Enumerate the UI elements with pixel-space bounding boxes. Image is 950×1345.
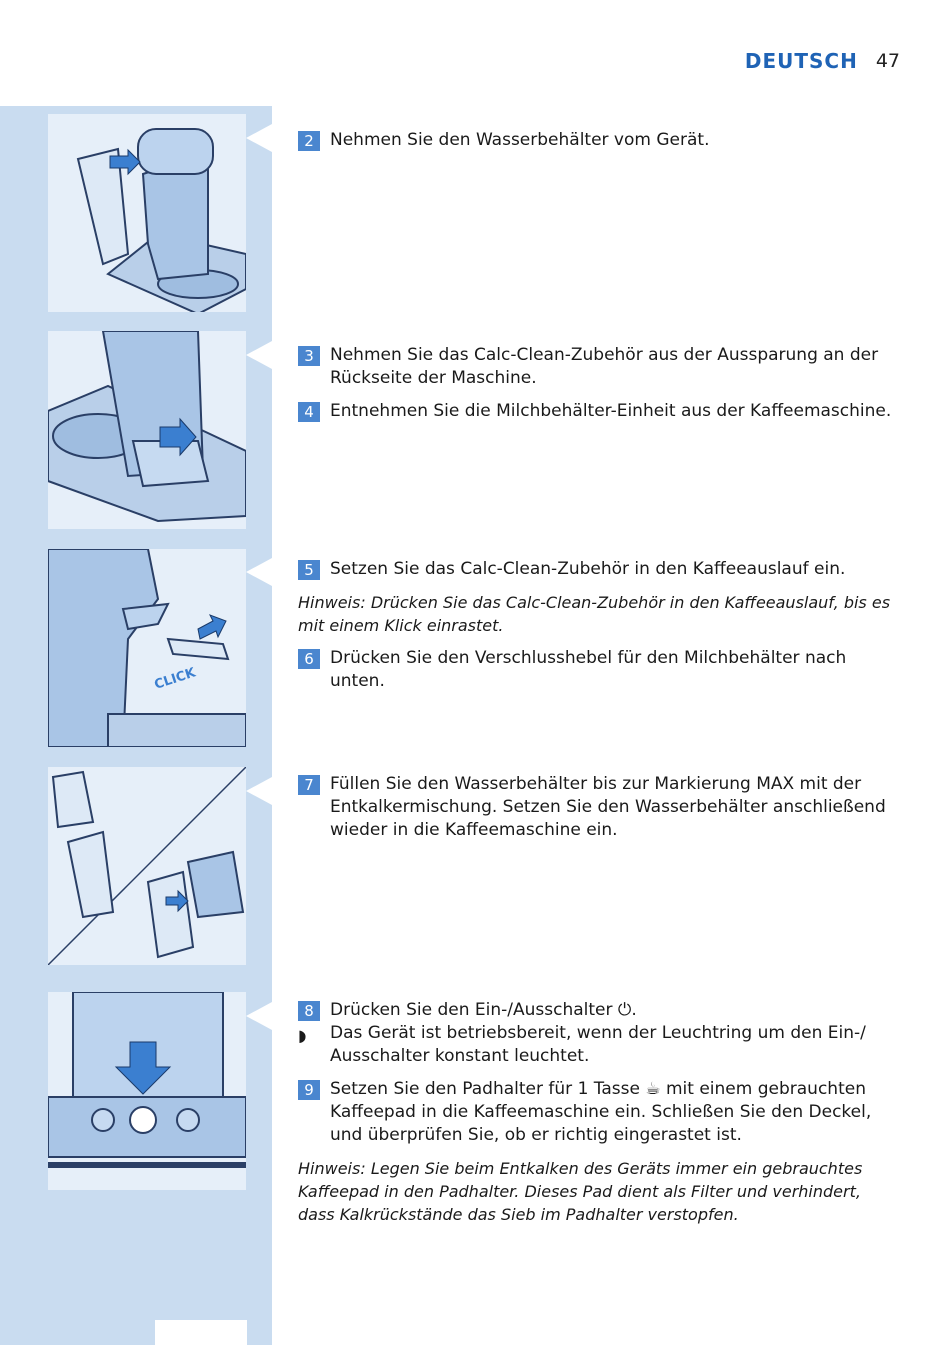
step-number: 3	[298, 346, 320, 366]
step-text: Setzen Sie den Padhalter für 1 Tasse ☕ mit einem gebrauchten Kaffeepad in die Kaffeemaschine ein. Schließen Sie den Deckel, und überprüfen Sie, ob er richtig eingerastet ist.	[330, 1079, 872, 1145]
step-7	[298, 773, 898, 842]
page-number: 47	[875, 50, 900, 72]
power-button-illustration	[48, 992, 246, 1190]
note-text: Drücken Sie das Calc-Clean-Zubehör in den Kaffeeauslauf, bis es mit einem Klick einrastet.	[298, 593, 891, 635]
panel-pointer	[246, 341, 272, 369]
step-block-5-6	[298, 558, 898, 693]
note-text: Legen Sie beim Entkalken des Geräts immer ein gebrauchtes Kaffeepad in den Padhalter. Dieses Pad dient als Filter und verhindert, dass Kalkrückstände das Sieb im Padhalter verstopfen.	[298, 1159, 863, 1224]
step-block-3-4	[298, 344, 898, 423]
step-number: 6	[298, 649, 320, 669]
step-text: Setzen Sie das Calc-Clean-Zubehör in den Kaffeeauslauf ein.	[330, 559, 846, 579]
step-3	[298, 344, 898, 390]
remove-milk-unit-illustration	[48, 331, 246, 529]
step-5	[298, 558, 898, 581]
panel-pointer	[246, 777, 272, 805]
step-2	[298, 129, 898, 152]
step-9	[298, 1078, 898, 1147]
insert-calc-clean-illustration	[48, 549, 246, 747]
remove-water-tank-illustration	[48, 114, 246, 312]
step-number: 4	[298, 402, 320, 422]
step-number: 5	[298, 560, 320, 580]
language-label: DEUTSCH	[744, 49, 858, 73]
step-number: 9	[298, 1080, 320, 1100]
step-text: Drücken Sie den Ein-/Ausschalter ⏻.	[330, 1000, 637, 1020]
fill-water-tank-illustration	[48, 767, 246, 965]
page-header	[745, 46, 900, 76]
result-8	[298, 1022, 898, 1068]
step-text: Drücken Sie den Verschlusshebel für den Milchbehälter nach unten.	[330, 648, 847, 691]
step-number: 2	[298, 131, 320, 151]
note-9	[298, 1157, 898, 1226]
step-number: 7	[298, 775, 320, 795]
step-text: Nehmen Sie den Wasserbehälter vom Gerät.	[330, 130, 710, 150]
panel-pointer	[246, 124, 272, 152]
note-label: Hinweis:	[298, 593, 366, 612]
step-block-8-9	[298, 999, 898, 1226]
step-number: 8	[298, 1001, 320, 1021]
panel-pointer	[246, 558, 272, 586]
footer-box	[155, 1320, 247, 1345]
step-8	[298, 999, 898, 1022]
note-label: Hinweis:	[298, 1159, 366, 1178]
panel-pointer	[246, 1002, 272, 1030]
step-block-7	[298, 773, 898, 842]
click-label: CLICK	[152, 665, 198, 693]
step-6	[298, 647, 898, 693]
step-text: Nehmen Sie das Calc-Clean-Zubehör aus der Aussparung an der Rückseite der Maschine.	[330, 345, 879, 388]
note-5	[298, 591, 898, 637]
step-block-2	[298, 129, 898, 152]
step-text: Entnehmen Sie die Milchbehälter-Einheit aus der Kaffeemaschine.	[330, 401, 892, 421]
step-4	[298, 400, 898, 423]
result-text: Das Gerät ist betriebsbereit, wenn der Leuchtring um den Ein-/ Ausschalter konstant leuchtet.	[330, 1023, 866, 1066]
result-bullet-icon: ◗	[298, 1026, 307, 1045]
step-text: Füllen Sie den Wasserbehälter bis zur Markierung MAX mit der Entkalkermischung. Setzen Sie den Wasserbehälter anschließend wieder in die Kaffeemaschine ein.	[330, 774, 886, 840]
